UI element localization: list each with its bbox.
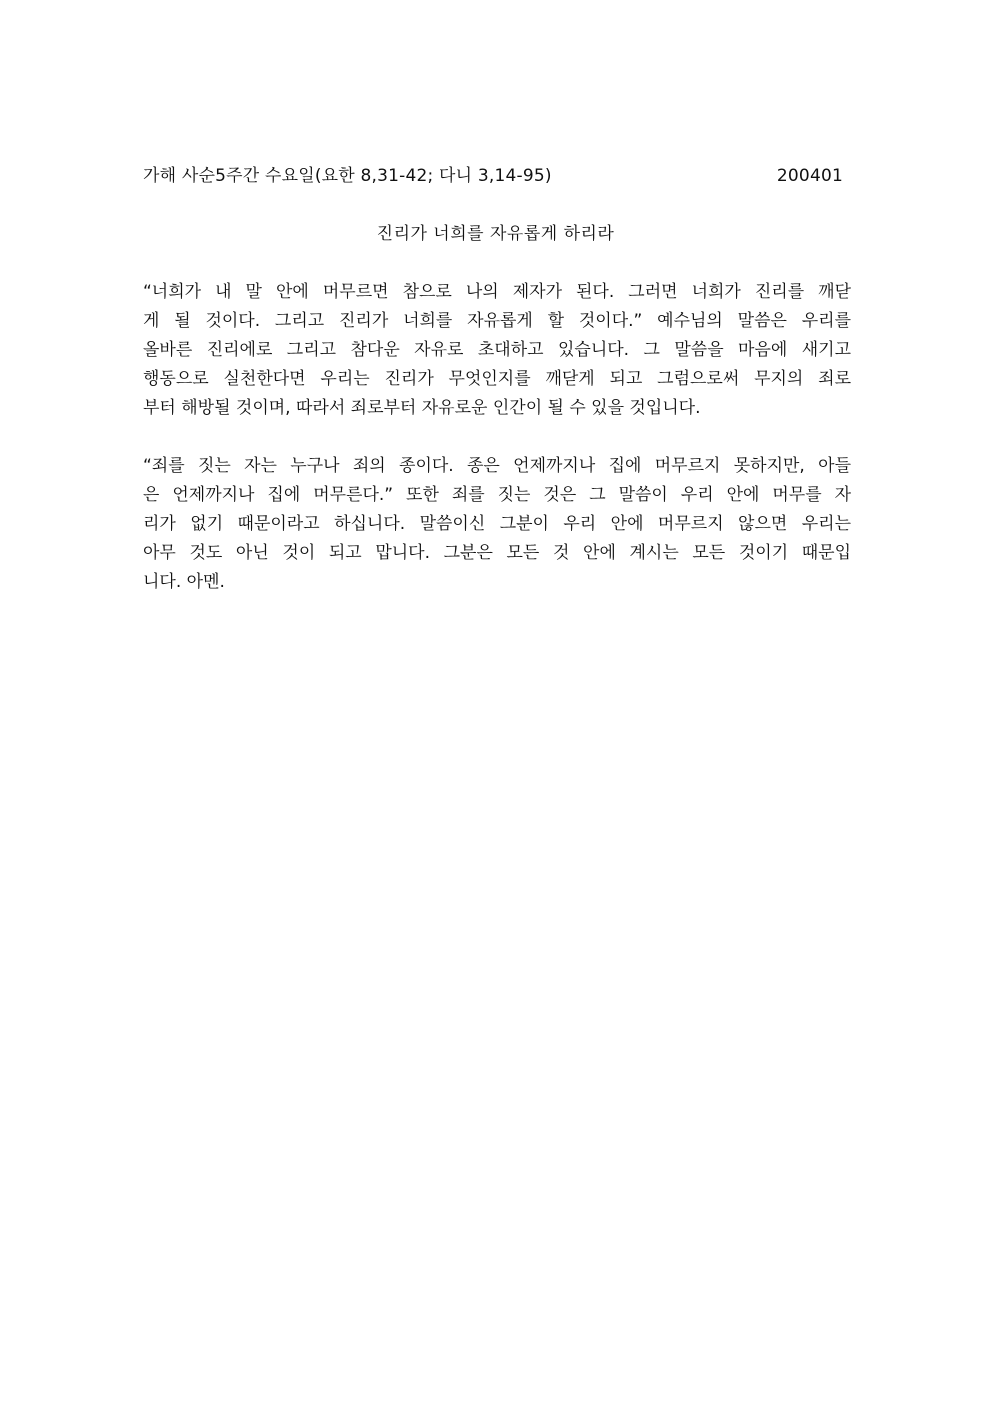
- paragraph-line: 리가 없기 때문이라고 하십니다. 말씀이신 그분이 우리 안에 머무르지 않으면 우리는: [143, 514, 851, 534]
- paragraph-line: 은 언제까지나 집에 머무른다.” 또한 죄를 짓는 것은 그 말씀이 우리 안에 머무를 자: [143, 485, 851, 505]
- document-code: 200401: [776, 166, 843, 186]
- paragraph-line: 행동으로 실천한다면 우리는 진리가 무엇인지를 깨닫게 되고 그럼으로써 무지의 죄로: [143, 369, 851, 389]
- paragraph-line: 올바른 진리에로 그리고 참다운 자유로 초대하고 있습니다. 그 말씀을 마음에 새기고: [143, 340, 851, 360]
- paragraph-2: [143, 452, 851, 597]
- paragraph-line: 게 될 것이다. 그리고 진리가 너희를 자유롭게 할 것이다.” 예수님의 말씀은 우리를: [143, 311, 851, 331]
- paragraph-line: “죄를 짓는 자는 누구나 죄의 종이다. 종은 언제까지나 집에 머무르지 못하지만, 아들: [143, 456, 851, 476]
- document-title: 진리가 너희를 자유롭게 하리라: [376, 224, 615, 244]
- liturgical-reference: 가해 사순5주간 수요일(요한 8,31-42; 다니 3,14-95): [143, 166, 552, 186]
- paragraph-1: [143, 278, 851, 423]
- document-header: [143, 160, 843, 192]
- paragraph-line: 니다. 아멘.: [143, 572, 225, 592]
- paragraph-line: 부터 해방될 것이며, 따라서 죄로부터 자유로운 인간이 될 수 있을 것입니다.: [143, 398, 701, 418]
- paragraph-line: “너희가 내 말 안에 머무르면 참으로 나의 제자가 된다. 그러면 너희가 진리를 깨닫: [143, 282, 851, 302]
- paragraph-line: 아무 것도 아닌 것이 되고 맙니다. 그분은 모든 것 안에 계시는 모든 것이기 때문입: [143, 543, 851, 563]
